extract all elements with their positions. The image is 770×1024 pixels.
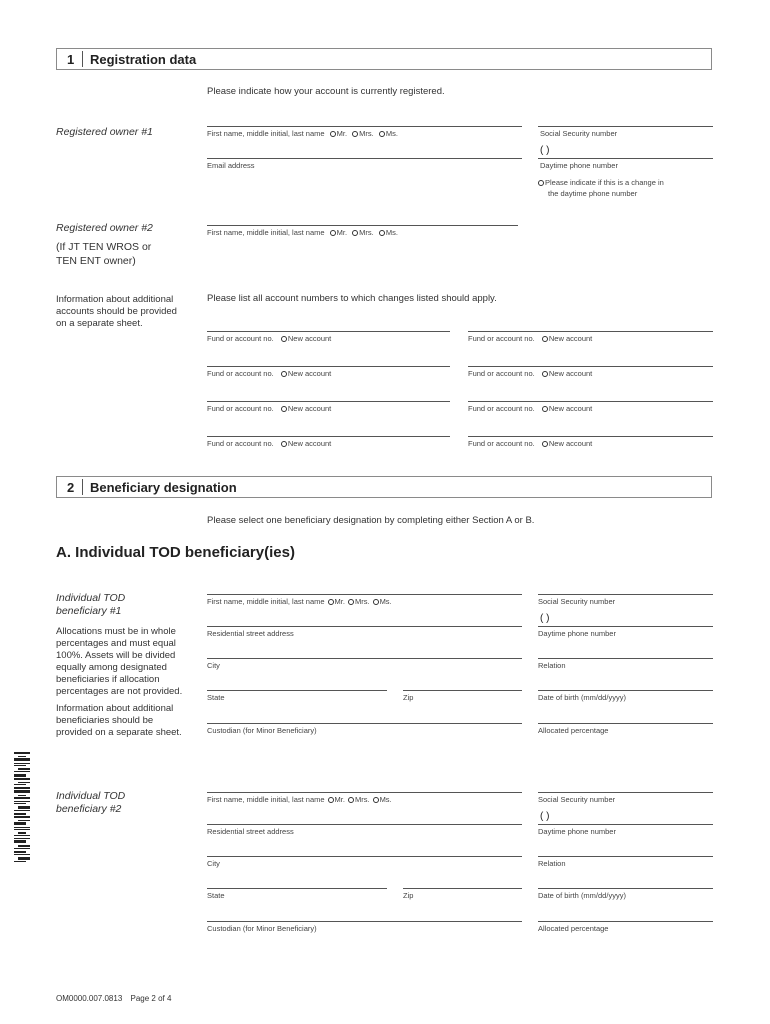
owner1-ssn-label: Social Security number bbox=[540, 129, 618, 138]
fund-account-field[interactable] bbox=[468, 331, 713, 332]
radio-phone-change[interactable] bbox=[538, 180, 544, 186]
beneficiary-field-label: Daytime phone number bbox=[538, 629, 616, 638]
owner2-note: (If JT TEN WROS or TEN ENT owner) bbox=[56, 241, 152, 267]
radio-ms[interactable] bbox=[379, 230, 385, 236]
section-divider bbox=[82, 51, 83, 67]
beneficiary-field[interactable] bbox=[538, 824, 713, 825]
beneficiary-field-label: Date of birth (mm/dd/yyyy) bbox=[538, 891, 626, 900]
beneficiary-field[interactable] bbox=[538, 723, 713, 724]
section-divider bbox=[82, 479, 83, 495]
fund-account-label: Fund or account no. New account bbox=[207, 369, 332, 378]
beneficiary-field[interactable] bbox=[207, 723, 522, 724]
beneficiary-field-label: Custodian (for Minor Beneficiary) bbox=[207, 924, 317, 933]
section-title: Beneficiary designation bbox=[90, 480, 237, 495]
accounts-instruction: Please list all account numbers to which changes listed should apply. bbox=[207, 293, 497, 304]
fund-account-label: Fund or account no. New account bbox=[468, 404, 593, 413]
owner1-name-label: First name, middle initial, last name Mr. Mrs. Ms. bbox=[207, 129, 398, 138]
page-footer bbox=[56, 994, 171, 1003]
fund-account-label: Fund or account no. New account bbox=[207, 439, 332, 448]
section-number: 2 bbox=[67, 480, 75, 495]
radio-new-account[interactable] bbox=[281, 371, 287, 377]
radio-mrs[interactable] bbox=[352, 230, 358, 236]
phone-change-note-2: the daytime phone number bbox=[548, 189, 638, 198]
beneficiary-field[interactable] bbox=[207, 658, 522, 659]
beneficiary-field[interactable] bbox=[538, 690, 713, 691]
radio-mr[interactable] bbox=[328, 797, 334, 803]
form-code: OM0000.007.0813 bbox=[56, 994, 123, 1003]
owner1-phone-field[interactable] bbox=[538, 158, 713, 159]
beneficiary-field[interactable] bbox=[207, 626, 522, 627]
beneficiary-field[interactable] bbox=[207, 792, 522, 793]
owner1-phone-label: Daytime phone number bbox=[540, 161, 618, 170]
beneficiary-field-label: Social Security number bbox=[538, 597, 616, 606]
allocation-note: Allocations must be in whole percentages and must equal 100%. Assets will be divided equally among designated beneficiaries if allocation percentages are not provided. bbox=[56, 626, 183, 697]
beneficiary-field-label: Residential street address bbox=[207, 629, 294, 638]
radio-new-account[interactable] bbox=[281, 406, 287, 412]
beneficiary-field[interactable] bbox=[538, 594, 713, 595]
beneficiary-field-label: City bbox=[207, 859, 220, 868]
beneficiary-field[interactable] bbox=[207, 594, 522, 595]
fund-account-field[interactable] bbox=[207, 331, 450, 332]
registration-instruction: Please indicate how your account is currently registered. bbox=[207, 86, 445, 97]
beneficiary-field[interactable] bbox=[538, 626, 713, 627]
owner1-email-label: Email address bbox=[207, 161, 255, 170]
phone-parens: ( ) bbox=[540, 811, 550, 822]
additional-beneficiaries-note: Information about additional beneficiaries should be provided on a separate sheet. bbox=[56, 703, 182, 738]
radio-ms[interactable] bbox=[373, 599, 379, 605]
fund-account-field[interactable] bbox=[468, 366, 713, 367]
beneficiary-field-label: Custodian (for Minor Beneficiary) bbox=[207, 726, 317, 735]
owner1-email-field[interactable] bbox=[207, 158, 522, 159]
owner2-name-field[interactable] bbox=[207, 225, 518, 226]
beneficiary-field[interactable] bbox=[538, 792, 713, 793]
radio-mr[interactable] bbox=[330, 131, 336, 137]
beneficiary-field-label: First name, middle initial, last name Mr. Mrs. Ms. bbox=[207, 795, 392, 804]
fund-account-label: Fund or account no. New account bbox=[468, 439, 593, 448]
beneficiary-field-label: City bbox=[207, 661, 220, 670]
section-a-heading: A. Individual TOD beneficiary(ies) bbox=[56, 544, 295, 561]
fund-account-field[interactable] bbox=[207, 366, 450, 367]
radio-ms[interactable] bbox=[379, 131, 385, 137]
beneficiary-field-label: Social Security number bbox=[538, 795, 616, 804]
beneficiary-field[interactable] bbox=[207, 824, 522, 825]
owner1-label: Registered owner #1 bbox=[56, 126, 153, 138]
fund-account-field[interactable] bbox=[468, 401, 713, 402]
phone-change-note: Please indicate if this is a change in bbox=[538, 178, 664, 187]
beneficiary-field-label: Residential street address bbox=[207, 827, 294, 836]
zip-field[interactable] bbox=[403, 888, 522, 889]
beneficiary-field-label: Date of birth (mm/dd/yyyy) bbox=[538, 693, 626, 702]
fund-account-label: Fund or account no. New account bbox=[468, 334, 593, 343]
beneficiary2-label: Individual TOD beneficiary #2 bbox=[56, 790, 126, 815]
beneficiary-field[interactable] bbox=[538, 856, 713, 857]
radio-mrs[interactable] bbox=[348, 599, 354, 605]
beneficiary-field[interactable] bbox=[538, 888, 713, 889]
beneficiary-field[interactable] bbox=[207, 856, 522, 857]
radio-new-account[interactable] bbox=[281, 336, 287, 342]
owner2-label: Registered owner #2 bbox=[56, 222, 153, 234]
radio-new-account[interactable] bbox=[542, 441, 548, 447]
radio-mrs[interactable] bbox=[348, 797, 354, 803]
radio-mrs[interactable] bbox=[352, 131, 358, 137]
beneficiary1-label: Individual TOD beneficiary #1 bbox=[56, 592, 126, 617]
beneficiary-field-label: Relation bbox=[538, 661, 566, 670]
beneficiary-field-label: First name, middle initial, last name Mr. Mrs. Ms. bbox=[207, 597, 392, 606]
phone-parens: ( ) bbox=[540, 613, 550, 624]
beneficiary-field[interactable] bbox=[538, 658, 713, 659]
owner1-name-field[interactable] bbox=[207, 126, 522, 127]
section-title: Registration data bbox=[90, 52, 197, 67]
beneficiary-field-label: Allocated percentage bbox=[538, 924, 609, 933]
radio-new-account[interactable] bbox=[542, 336, 548, 342]
beneficiary-field-label: Daytime phone number bbox=[538, 827, 616, 836]
zip-field[interactable] bbox=[403, 690, 522, 691]
fund-account-field[interactable] bbox=[207, 401, 450, 402]
owner2-name-label: First name, middle initial, last name Mr. Mrs. Ms. bbox=[207, 228, 398, 237]
radio-new-account[interactable] bbox=[542, 371, 548, 377]
radio-ms[interactable] bbox=[373, 797, 379, 803]
owner1-ssn-field[interactable] bbox=[538, 126, 713, 127]
barcode-icon bbox=[14, 752, 30, 864]
phone-parens: ( ) bbox=[540, 145, 550, 156]
beneficiary-field-label: State bbox=[207, 693, 225, 702]
beneficiary-field-label: Allocated percentage bbox=[538, 726, 609, 735]
zip-label: Zip bbox=[403, 891, 414, 900]
fund-account-label: Fund or account no. New account bbox=[207, 404, 332, 413]
section-2-header bbox=[56, 476, 712, 498]
radio-mr[interactable] bbox=[328, 599, 334, 605]
fund-account-label: Fund or account no. New account bbox=[207, 334, 332, 343]
fund-account-field[interactable] bbox=[207, 436, 450, 437]
beneficiary-instruction: Please select one beneficiary designation by completing either Section A or B. bbox=[207, 515, 535, 526]
section-1-header bbox=[56, 48, 712, 70]
beneficiary-field-label: Relation bbox=[538, 859, 566, 868]
beneficiary-field-label: State bbox=[207, 891, 225, 900]
section-number: 1 bbox=[67, 52, 75, 67]
beneficiary-field[interactable] bbox=[207, 690, 387, 691]
beneficiary-field[interactable] bbox=[207, 888, 387, 889]
radio-mr[interactable] bbox=[330, 230, 336, 236]
fund-account-field[interactable] bbox=[468, 436, 713, 437]
zip-label: Zip bbox=[403, 693, 414, 702]
fund-account-label: Fund or account no. New account bbox=[468, 369, 593, 378]
beneficiary-field[interactable] bbox=[207, 921, 522, 922]
page-number: Page 2 of 4 bbox=[130, 994, 172, 1003]
beneficiary-field[interactable] bbox=[538, 921, 713, 922]
radio-new-account[interactable] bbox=[281, 441, 287, 447]
radio-new-account[interactable] bbox=[542, 406, 548, 412]
accounts-left-note: Information about additional accounts should be provided on a separate sheet. bbox=[56, 294, 177, 329]
